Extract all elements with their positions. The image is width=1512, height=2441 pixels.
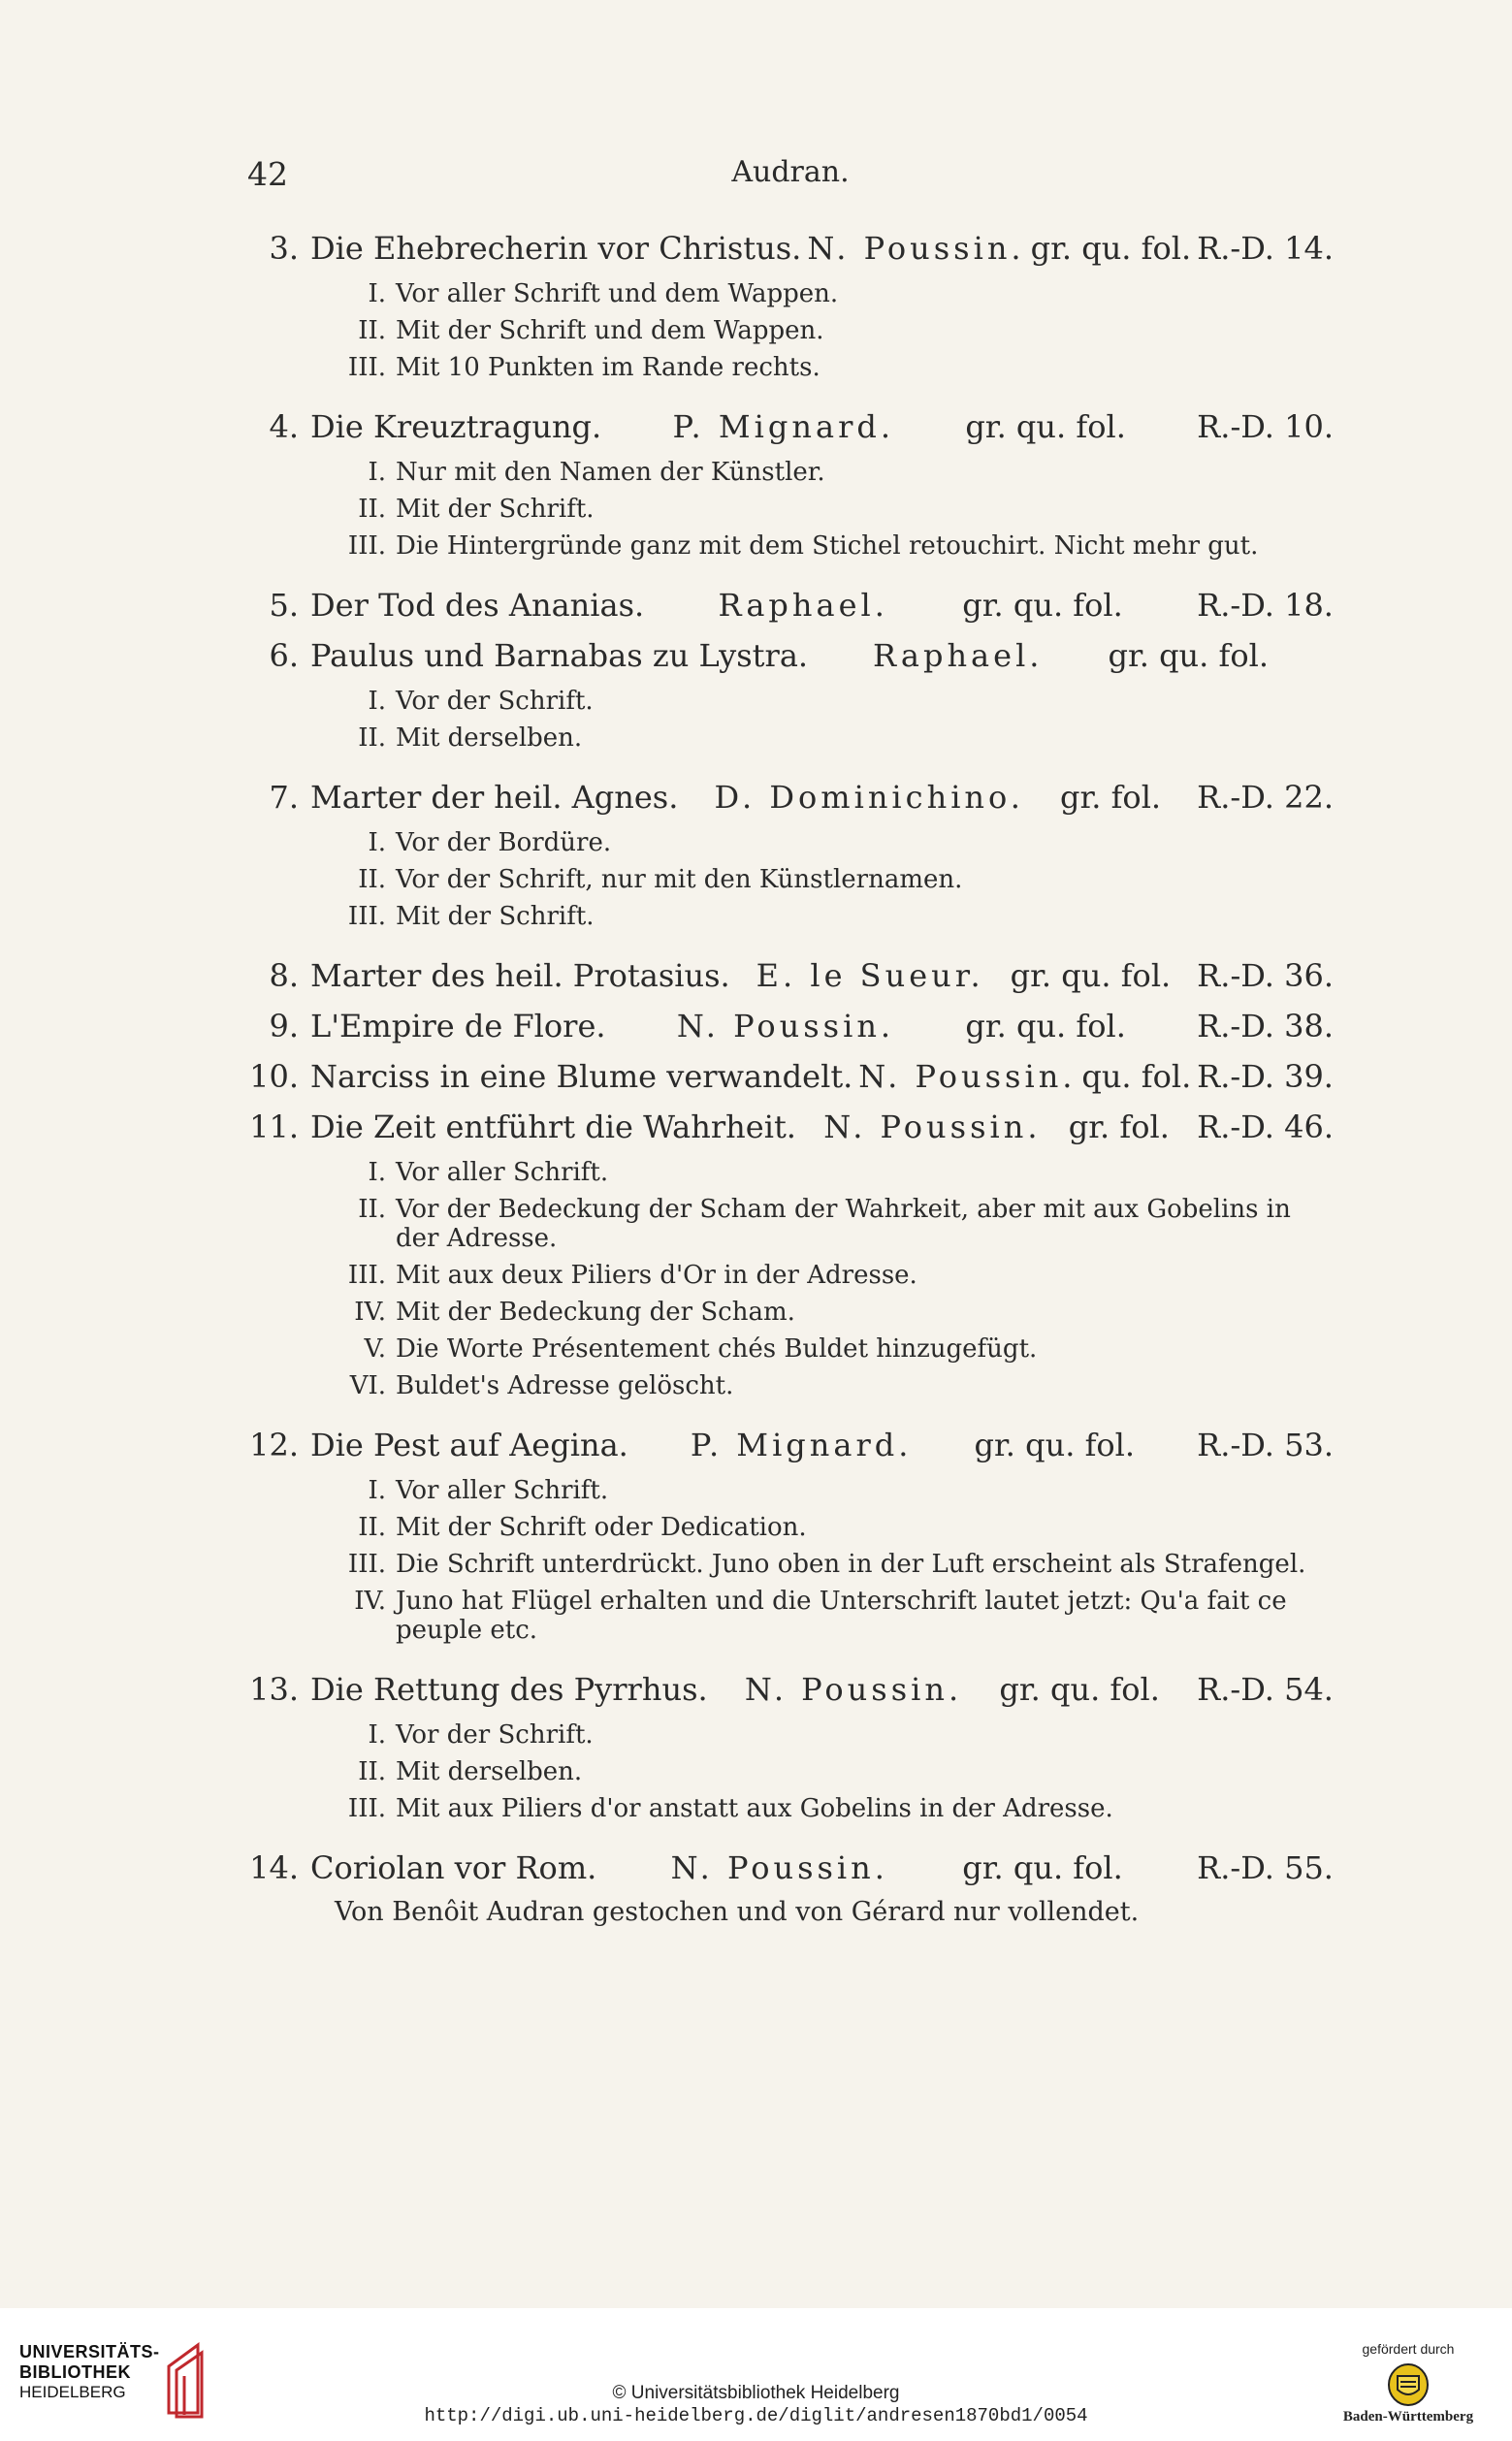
entry-reference: R.-D. 36.: [1197, 957, 1334, 994]
entry-text: [310, 1001, 1334, 1051]
state-number: III.: [347, 1261, 386, 1290]
entry-title: Marter der heil. Agnes.: [310, 779, 679, 816]
entry-number: 6.: [269, 637, 299, 674]
state-description: Mit der Schrift oder Dedication.: [396, 1513, 807, 1542]
entry-format: gr. qu. fol.: [1010, 957, 1172, 994]
entry-reference: R.-D. 46.: [1197, 1108, 1334, 1145]
entry-reference: R.-D. 39.: [1197, 1058, 1334, 1095]
state-number: III.: [347, 1550, 386, 1579]
entry-title: Der Tod des Ananias.: [310, 587, 645, 624]
state-list: [238, 683, 1334, 756]
entry-text: [310, 401, 1334, 452]
entry-title: Narciss in eine Blume verwandelt.: [310, 1058, 853, 1095]
state-description: Vor aller Schrift und dem Wappen.: [396, 279, 839, 308]
entry-format: gr. qu. fol.: [965, 1008, 1126, 1044]
entry-heading: [238, 1051, 1334, 1102]
state-description: Vor der Schrift.: [396, 1720, 594, 1750]
state-number: I.: [368, 279, 386, 308]
entry-reference: R.-D. 55.: [1197, 1849, 1334, 1886]
state-item: [238, 1472, 1334, 1509]
state-list: [238, 454, 1334, 564]
running-title: Audran.: [731, 155, 850, 189]
entry-number: 14.: [249, 1849, 299, 1886]
entry-artist: P. Mignard.: [672, 408, 895, 445]
entry-heading: [238, 1843, 1334, 1893]
state-item: [238, 1790, 1334, 1827]
entry-heading: [238, 1102, 1334, 1152]
entry-text: [310, 1664, 1334, 1715]
entry-format: gr. qu. fol.: [962, 1849, 1123, 1886]
state-item: [238, 528, 1334, 564]
state-description: Vor der Bordüre.: [396, 828, 612, 857]
state-description: Die Worte Présentement chés Buldet hinzugefügt.: [396, 1334, 1038, 1364]
coat-of-arms-icon: [1387, 2362, 1430, 2407]
state-number: II.: [358, 1757, 386, 1786]
entry-heading: [238, 580, 1334, 630]
state-item: [238, 1294, 1334, 1331]
entry-heading: [238, 950, 1334, 1001]
entry-artist: N. Poussin.: [823, 1108, 1042, 1145]
entry-number: 9.: [269, 1008, 299, 1044]
entry-heading: [238, 630, 1334, 681]
state-description: Die Schrift unterdrückt. Juno oben in der Luft erscheint als Strafengel.: [396, 1550, 1306, 1579]
entry-format: gr. fol.: [1059, 779, 1162, 816]
entry-text: [310, 630, 1334, 681]
entry-format: gr. qu. fol.: [1030, 230, 1192, 267]
state-description: Mit derselben.: [396, 1757, 583, 1786]
entry-artist: Raphael.: [873, 637, 1044, 674]
state-number: I.: [368, 828, 386, 857]
source-url[interactable]: http://digi.ub.uni-heidelberg.de/diglit/andresen1870bd1/0054: [424, 2405, 1088, 2426]
entry-format: qu. fol.: [1081, 1058, 1192, 1095]
state-description: Vor der Schrift, nur mit den Künstlernamen.: [396, 865, 963, 894]
state-description: Mit der Schrift.: [396, 495, 595, 524]
catalogue-entry: [238, 1843, 1334, 1932]
entry-title: L'Empire de Flore.: [310, 1008, 606, 1044]
entry-artist: N. Poussin.: [807, 230, 1025, 267]
state-number: II.: [358, 495, 386, 524]
state-description: Mit aux Piliers d'or anstatt aux Gobelins in der Adresse.: [396, 1794, 1113, 1823]
entry-artist: D. Dominichino.: [714, 779, 1024, 816]
state-item: [238, 898, 1334, 935]
state-description: Buldet's Adresse gelöscht.: [396, 1371, 734, 1400]
state-item: [238, 1546, 1334, 1583]
state-number: II.: [358, 316, 386, 345]
entry-title: Die Zeit entführt die Wahrheit.: [310, 1108, 796, 1145]
library-name-line3: HEIDELBERG: [19, 2383, 126, 2401]
entry-format: gr. qu. fol.: [965, 408, 1126, 445]
entry-reference: R.-D. 18.: [1197, 587, 1334, 624]
state-list: [238, 1717, 1334, 1827]
catalogue-entry: [238, 580, 1334, 630]
state-description: Vor der Bedeckung der Scham der Wahrkeit, aber mit aux Gobelins in der Adresse.: [396, 1195, 1291, 1253]
catalogue-entry: [238, 630, 1334, 756]
state-number: III.: [347, 353, 386, 382]
state-item: [238, 824, 1334, 861]
entry-number: 3.: [269, 230, 299, 267]
entry-heading: [238, 223, 1334, 273]
state-item: [238, 720, 1334, 756]
entry-number: 13.: [249, 1671, 299, 1708]
footer: [0, 2308, 1512, 2441]
entry-format: gr. qu. fol.: [962, 587, 1123, 624]
entry-number: 8.: [269, 957, 299, 994]
entry-artist: N. Poussin.: [858, 1058, 1077, 1095]
entry-reference: R.-D. 14.: [1197, 230, 1334, 267]
entry-title: Die Pest auf Aegina.: [310, 1427, 628, 1463]
entry-number: 11.: [249, 1108, 299, 1145]
state-number: VI.: [349, 1371, 386, 1400]
state-number: I.: [368, 1720, 386, 1750]
funder-block: [1326, 2341, 1491, 2425]
state-list: [238, 824, 1334, 935]
state-item: [238, 1367, 1334, 1404]
state-description: Vor aller Schrift.: [396, 1158, 609, 1187]
state-description: Mit der Schrift und dem Wappen.: [396, 316, 824, 345]
entry-heading: [238, 401, 1334, 452]
entry-reference: R.-D. 53.: [1197, 1427, 1334, 1463]
entry-text: [310, 1051, 1334, 1102]
entry-title: Paulus und Barnabas zu Lystra.: [310, 637, 809, 674]
entry-number: 12.: [249, 1427, 299, 1463]
state-description: Vor der Schrift.: [396, 687, 594, 716]
entry-format: gr. qu. fol.: [999, 1671, 1160, 1708]
state-number: I.: [368, 1158, 386, 1187]
state-list: [238, 275, 1334, 386]
state-item: [238, 491, 1334, 528]
entry-heading: [238, 1664, 1334, 1715]
entry-text: [310, 1843, 1334, 1893]
entry-text: [310, 1420, 1334, 1470]
entry-format: gr. fol.: [1068, 1108, 1170, 1145]
entry-artist: N. Poussin.: [670, 1849, 888, 1886]
entry-heading: [238, 1420, 1334, 1470]
entry-title: Coriolan vor Rom.: [310, 1849, 597, 1886]
entry-artist: Raphael.: [718, 587, 888, 624]
state-number: I.: [368, 1476, 386, 1505]
state-number: IV.: [354, 1587, 386, 1616]
state-item: [238, 1509, 1334, 1546]
catalogue-entry: [238, 1102, 1334, 1404]
catalogue-entries: [238, 223, 1334, 1932]
entry-note: Von Benôit Audran gestochen und von Gérard nur vollendet.: [335, 1897, 1140, 1927]
catalogue-entry: [238, 950, 1334, 1001]
state-item: [238, 275, 1334, 312]
state-number: II.: [358, 1195, 386, 1224]
entry-title: Die Ehebrecherin vor Christus.: [310, 230, 802, 267]
catalogue-entry: [238, 223, 1334, 386]
state-item: [238, 454, 1334, 491]
entry-reference: R.-D. 38.: [1197, 1008, 1334, 1044]
state-number: III.: [347, 902, 386, 931]
state-item: [238, 1154, 1334, 1191]
state-number: I.: [368, 458, 386, 487]
entry-text: [310, 950, 1334, 1001]
entry-text: [310, 1102, 1334, 1152]
state-description: Nur mit den Namen der Künstler.: [396, 458, 825, 487]
entry-heading: [238, 772, 1334, 822]
entry-artist: E. le Sueur.: [756, 957, 984, 994]
entry-reference: R.-D. 22.: [1197, 779, 1334, 816]
state-number: II.: [358, 1513, 386, 1542]
state-description: Mit der Schrift.: [396, 902, 595, 931]
catalogue-entry: [238, 1664, 1334, 1827]
state-item: [238, 1717, 1334, 1753]
state-list: [238, 1472, 1334, 1649]
state-description: Mit der Bedeckung der Scham.: [396, 1298, 795, 1327]
entry-text: [310, 772, 1334, 822]
state-description: Mit 10 Punkten im Rande rechts.: [396, 353, 820, 382]
state-number: V.: [364, 1334, 386, 1364]
state-item: [238, 1257, 1334, 1294]
state-number: III.: [347, 1794, 386, 1823]
entry-number: 4.: [269, 408, 299, 445]
page-header: [247, 155, 1334, 204]
state-description: Mit aux deux Piliers d'Or in der Adresse.: [396, 1261, 917, 1290]
state-description: Mit derselben.: [396, 723, 583, 753]
library-name-line2: BIBLIOTHEK: [19, 2362, 131, 2382]
library-name-line1: UNIVERSITÄTS-: [19, 2342, 160, 2361]
state-number: II.: [358, 865, 386, 894]
entry-format: gr. qu. fol.: [974, 1427, 1136, 1463]
state-item: [238, 1583, 1334, 1649]
state-item: [238, 1753, 1334, 1790]
entry-text: [310, 580, 1334, 630]
entry-artist: N. Poussin.: [744, 1671, 963, 1708]
entry-text: [310, 223, 1334, 273]
entry-format: gr. qu. fol.: [1108, 637, 1270, 674]
page-number: 42: [247, 155, 288, 193]
state-item: [238, 683, 1334, 720]
state-number: II.: [358, 723, 386, 753]
state-item: [238, 1191, 1334, 1257]
entry-reference: R.-D. 54.: [1197, 1671, 1334, 1708]
state-number: IV.: [354, 1298, 386, 1327]
entry-reference: R.-D. 10.: [1197, 408, 1334, 445]
catalogue-entry: [238, 772, 1334, 935]
entry-number: 5.: [269, 587, 299, 624]
entry-title: Die Kreuztragung.: [310, 408, 602, 445]
funder-name: Baden-Württemberg: [1342, 2409, 1474, 2425]
state-description: Die Hintergründe ganz mit dem Stichel retouchirt. Nicht mehr gut.: [396, 531, 1259, 561]
entry-title: Marter des heil. Protasius.: [310, 957, 730, 994]
entry-heading: [238, 1001, 1334, 1051]
copyright-notice: © Universitätsbibliothek Heidelberg: [612, 2383, 900, 2403]
funded-by-label: gefördert durch: [1362, 2341, 1455, 2357]
state-description: Vor aller Schrift.: [396, 1476, 609, 1505]
state-number: I.: [368, 687, 386, 716]
entry-number: 7.: [269, 779, 299, 816]
state-item: [238, 1331, 1334, 1367]
entry-artist: P. Mignard.: [690, 1427, 913, 1463]
state-item: [238, 312, 1334, 349]
catalogue-entry: [238, 1051, 1334, 1102]
catalogue-entry: [238, 1420, 1334, 1649]
catalogue-entry: [238, 401, 1334, 564]
state-number: III.: [347, 531, 386, 561]
state-description: Juno hat Flügel erhalten und die Unterschrift lautet jetzt: Qu'a fait ce peuple etc.: [396, 1587, 1287, 1645]
state-item: [238, 349, 1334, 386]
entry-artist: N. Poussin.: [676, 1008, 895, 1044]
entry-title: Die Rettung des Pyrrhus.: [310, 1671, 708, 1708]
entry-number: 10.: [249, 1058, 299, 1095]
state-item: [238, 861, 1334, 898]
catalogue-entry: [238, 1001, 1334, 1051]
state-list: [238, 1154, 1334, 1404]
